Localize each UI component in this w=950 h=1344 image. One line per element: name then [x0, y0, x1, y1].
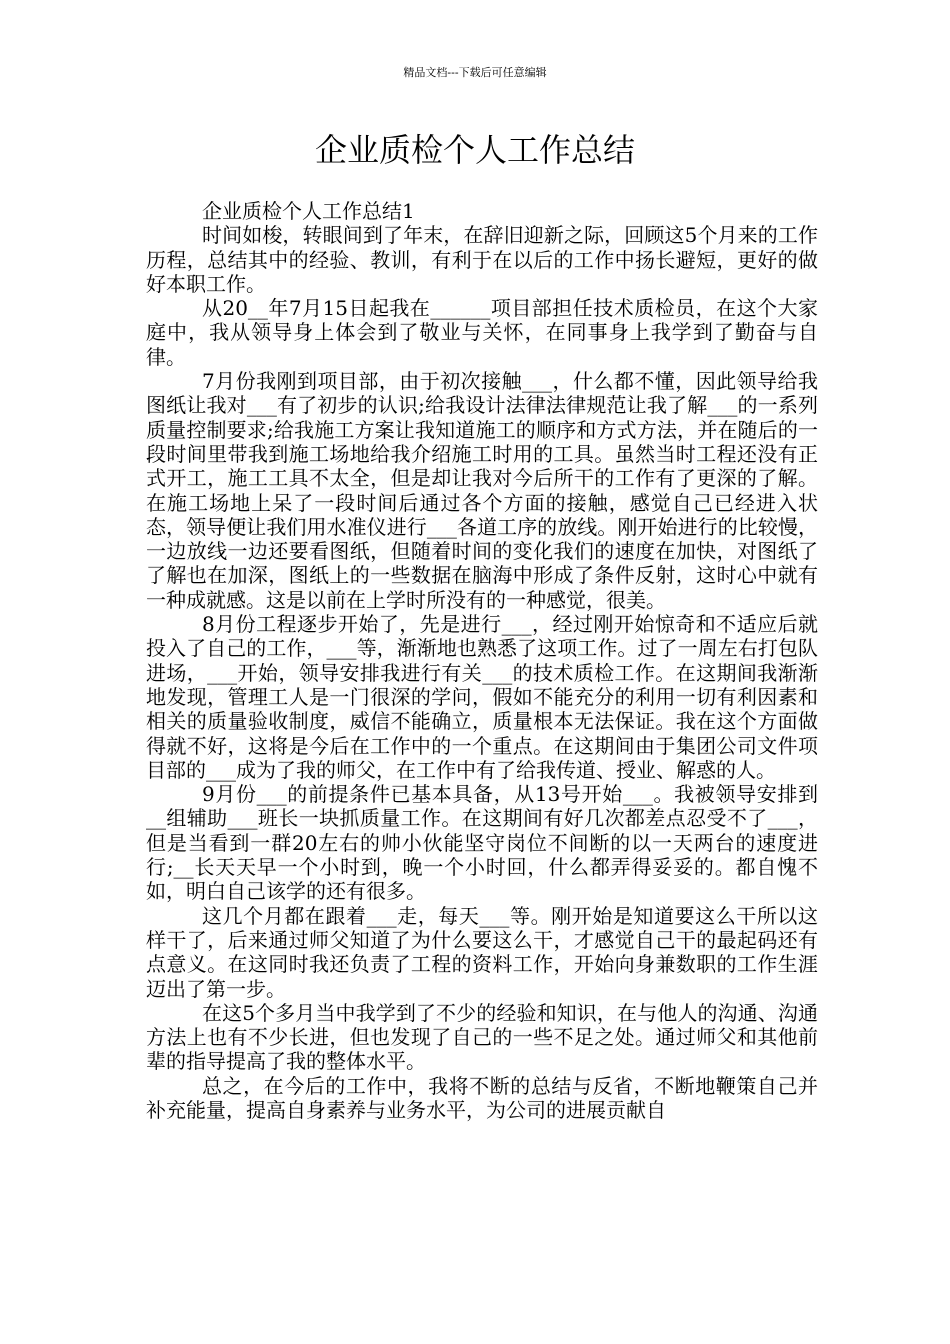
document-title: 企业质检个人工作总结 — [314, 131, 635, 169]
document-body — [146, 199, 818, 1122]
paragraph: 这几个月都在跟着___走，每天___等。刚开始是知道要这么干所以这样干了，后来通过师父知道了为什么要这么干，才感觉自己干的最起码还有点意义。在这同时我还负责了工程的资料工作，开始向身兼数职的工作生涯迈出了第一步。 — [146, 903, 818, 1001]
header-note: 精品文档---下载后可任意编辑 — [403, 66, 547, 79]
paragraph: 在这5个多月当中我学到了不少的经验和知识，在与他人的沟通、沟通方法上也有不少长进，但也发现了自己的一些不足之处。通过师父和其他前辈的指导提高了我的整体水平。 — [146, 1000, 818, 1074]
paragraph: 9月份___的前提条件已基本具备，从13号开始___。我被领导安排到__组辅助___班长一块抓质量工作。在这期间有好几次都差点忍受不了___，但是当看到一群20左右的帅小伙能坚守岗位不间断的以一天两台的速度进行;__长天天早一个小时到，晚一个小时回，什么都弄得妥妥的。都自愧不如，明白自己该学的还有很多。 — [146, 782, 818, 904]
paragraph: 总之，在今后的工作中，我将不断的总结与反省，不断地鞭策自己并补充能量，提高自身素养与业务水平，为公司的进展贡献自 — [146, 1073, 818, 1122]
paragraph: 时间如梭，转眼间到了年末，在辞旧迎新之际，回顾这5个月来的工作历程，总结其中的经验、教训，有利于在以后的工作中扬长避短，更好的做好本职工作。 — [146, 223, 818, 296]
paragraph: 7月份我刚到项目部，由于初次接触___，什么都不懂，因此领导给我图纸让我对___有了初步的认识;给我设计法律法律规范让我了解___的一系列质量控制要求;给我施工方案让我知道施工的顺序和方式方法，并在随后的一段时间里带我到施工场地给我介绍施工时用的工具。虽然当时工程还没有正式开工，施工工具不太全，但是却让我对今后所干的工作有了更深的了解。在施工场地上呆了一段时间后通过各个方面的接触，感觉自己已经进入状态，领导便让我们用水准仪进行___各道工序的放线。刚开始进行的比较慢，一边放线一边还要看图纸，但随着时间的变化我们的速度在加快，对图纸了了解也在加深，图纸上的一些数据在脑海中形成了条件反射，这时心中就有一种成就感。这是以前在上学时所没有的一种感觉，很美。 — [146, 369, 818, 612]
paragraph: 从20__年7月15日起我在______项目部担任技术质检员，在这个大家庭中，我从领导身上体会到了敬业与关怀，在同事身上我学到了勤奋与自律。 — [146, 296, 818, 369]
paragraph: 8月份工程逐步开始了，先是进行___，经过刚开始惊奇和不适应后就投入了自己的工作，___等，渐渐地也熟悉了这项工作。过了一周左右打包队进场，___开始，领导安排我进行有关___的技术质检工作。在这期间我渐渐地发现，管理工人是一门很深的学问，假如不能充分的利用一切有利因素和相关的质量验收制度，威信不能确立，质量根本无法保证。我在这个方面做得就不好，这将是今后在工作中的一个重点。在这期间由于集团公司文件项目部的___成为了我的师父，在工作中有了给我传道、授业、解惑的人。 — [146, 612, 818, 782]
section-heading: 企业质检个人工作总结1 — [202, 199, 415, 223]
